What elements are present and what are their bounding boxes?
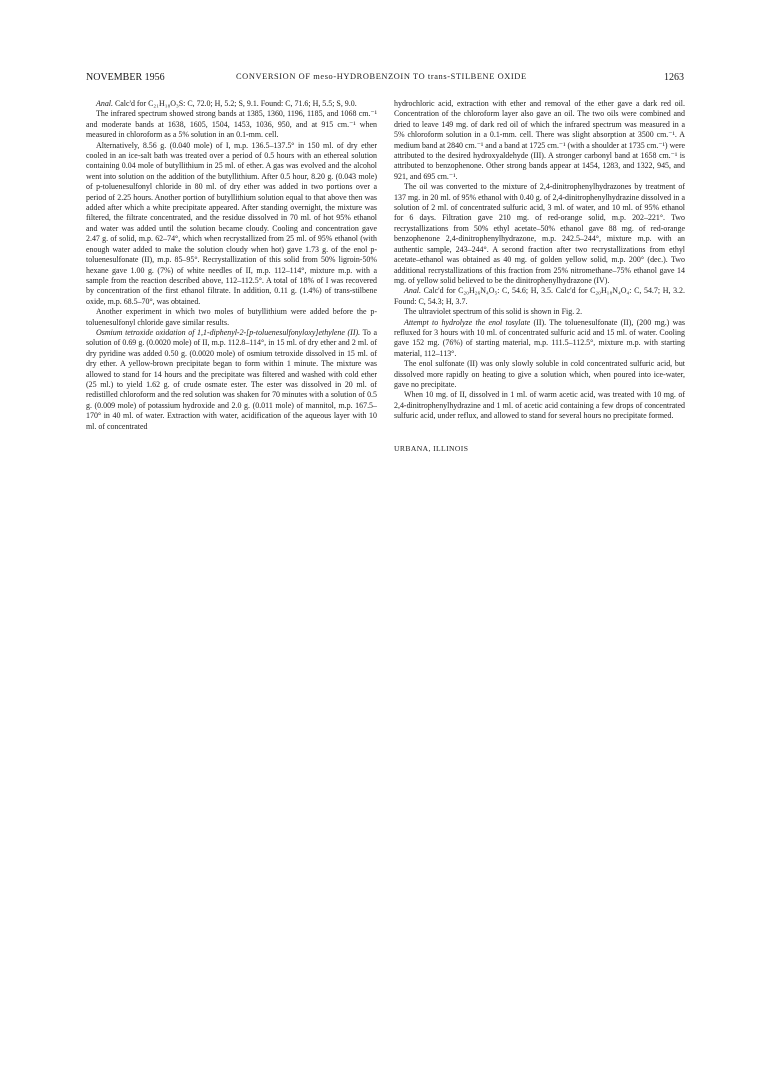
paragraph: [86, 307, 377, 328]
paragraph-text: Alternatively, 8.56 g. (0.040 mole) of I, m.p. 136.5–137.5° in 150 ml. of dry ether cooled in an ice-salt bath was treated over a period of 0.5 hours with an ethereal solution containing 0.04 mole of butyllithium in 25 ml. of ether. A gas was evolved and the alcohol went into solution on the addition of the butyllithium. After 0.5 hour, 8.20 g. (0.043 mole) of p-toluenesulfonyl chloride in 80 ml. of dry ether was added in two portions over a period of 2.25 hours. Another portion of butyllithium solution equal to that above then was added after which a white precipitate appeared. After standing overnight, the mixture was filtered, the filtrate concentrated, and the residue dissolved in 70 ml. of hot 95% ethanol and water was added until the solution became cloudy. Cooling and concentration gave 2.47 g. of solid, m.p. 62–74°, which when recrystallized from 25 ml. of 95% ethanol (with enough water added to make the solution cloudy when hot) gave 1.73 g. of the enol p-toluenesulfonate (II), m.p. 85–95°. Recrystallization of this solid from 50% ligroin-50% hexane gave 1.00 g. (7%) of white needles of II, m.p. 112–114°, mixture m.p. with a sample from the reaction described above, 112–112.5°. A total of 18% of I was recovered by concentration of the first ethanol filtrate. In addition, 0.11 g. (1.4%) of trans-stilbene oxide, m.p. 68.5–70°, was obtained.: [86, 140, 377, 306]
paragraph: [394, 359, 685, 390]
paragraph-text: The infrared spectrum showed strong bands at 1385, 1360, 1196, 1185, and 1068 cm.⁻¹ and moderate bands at 1638, 1605, 1504, 1453, 1036, 950, and at 915 cm.⁻¹ when measured in chloroform as a 5% solution in an 0.1-mm. cell.: [86, 109, 377, 140]
paragraph: [394, 286, 685, 307]
paragraph-text: Another experiment in which two moles of butyllithium were added before the p-toluenesulfonyl chloride gave similar results.: [86, 307, 377, 327]
paragraph-text: Calc'd for C₂₁H₁₈O₃S: C, 72.0; H, 5.2; S, 9.1. Found: C, 71.6; H, 5.5; S, 9.0.: [112, 99, 357, 108]
paragraph-text: When 10 mg. of II, dissolved in 1 ml. of warm acetic acid, was treated with 10 mg. of 2,4-dinitrophenylhydrazine and 1 ml. of acetic acid containing a few drops of concentrated sulfuric acid, under reflux, and allowed to stand for several hours no precipitate formed.: [394, 390, 685, 421]
paragraph-lead: Anal.: [404, 286, 421, 296]
header-date: NOVEMBER 1956: [86, 72, 165, 83]
paragraph: [394, 182, 685, 286]
right-column: [394, 99, 685, 454]
paragraph-lead: Attempt to hydrolyze the enol tosylate: [404, 317, 531, 327]
paragraph: [394, 390, 685, 421]
paragraph-text: hydrochloric acid, extraction with ether and removal of the ether gave a dark red oil. Concentration of the chloroform layer also gave an oil. The two oils were combined and dried to leave 149 mg. of dark red oil of which the infrared spectrum was measured in a 5% chloroform solution in a 0.1-mm. cell. There was slight absorption at 3500 cm.⁻¹. A medium band at 2840 cm.⁻¹ and a band at 1725 cm.⁻¹ (with a shoulder at 1735 cm.⁻¹) were attributed to the desired hydroxyaldehyde (III). A stronger carbonyl band at 1658 cm.⁻¹ is attributed to benzophenone. Other strong bands appear at 1454, 1283, and 1322, 945, and 921, and 695 cm.⁻¹.: [394, 99, 685, 181]
paragraph-text: (II). The toluenesulfonate (II), (200 mg.) was refluxed for 3 hours with 10 ml. of concentrated sulfuric acid and 15 ml. of water. Cooling gave 152 mg. (76%) of starting material, m.p. 111.5–112.5°, mixture m.p. with starting material, 112–113°.: [394, 317, 686, 358]
paragraph-lead: Osmium tetroxide oxidation of 1,1-diphenyl-2-[p-toluenesulfonyloxy]ethylene (II).: [96, 327, 361, 337]
paragraph-text: The oil was converted to the mixture of 2,4-dinitrophenylhydrazones by treatment of 137 mg. in 20 ml. of 95% ethanol with 0.40 g. of 2,4-dinitrophenylhydrazine dissolved in a solution of 2 ml. of concentrated sulfuric acid, 3 ml. of water, and 10 ml. of 95% ethanol for 6 days. Filtration gave 210 mg. of red-orange solid, m.p. 202–221°. Two recrystallizations from 50% ethyl acetate–50% ethanol gave 88 mg. of red-orange benzophenone 2,4-dinitrophenylhydrazone, m.p. 242.5–244°, mixture m.p. with an authentic sample, 243–244°. A second fraction after two recrystallizations from ethyl acetate–ethanol was obtained as 40 mg. of golden yellow solid, m.p. 200° (dec.). Two additional recrystallizations of this fraction from 25% nitromethane–75% ethanol gave 14 mg. of yellow solid believed to be the dinitrophenylhydrazone (IV).: [394, 182, 685, 285]
paragraph: [86, 99, 377, 109]
page-number: 1263: [664, 72, 684, 83]
paragraph-text: The enol sulfonate (II) was only slowly soluble in cold concentrated sulfuric acid, but dissolved more rapidly on heating to give a solution which, when poured into ice-water, gave no precipitate.: [394, 359, 685, 389]
author-location: URBANA, ILLINOIS: [394, 443, 469, 453]
paragraph: [394, 307, 685, 317]
paragraph: [394, 318, 685, 360]
paragraph-lead: Anal.: [96, 99, 113, 108]
header-title: CONVERSION OF meso-HYDROBENZOIN TO trans-STILBENE OXIDE: [236, 72, 527, 81]
paragraph: [86, 141, 377, 308]
left-column: [86, 99, 377, 432]
paragraph-text: Calc'd for C₂₀H₂₆N₄O₅: C, 54.6; H, 3.5. Calc'd for C₂₀H₁₈N₄O₄: C, 54.7; H, 3.2. Found: C, 54.3; H, 3.7.: [394, 286, 685, 306]
running-header: [86, 72, 684, 86]
paragraph: [86, 109, 377, 140]
paragraph-text: To a solution of 0.69 g. (0.0020 mole) of II, m.p. 112.8–114°, in 15 ml. of dry ether and 2 ml. of dry pyridine was added 0.50 g. (0.0020 mole) of osmium tetroxide dissolved in 15 ml. of dry ether. A yellow-brown precipitate began to form within 1 minute. The mixture was allowed to stand for 14 hours and the precipitate was filtered and washed with cold ether (25 ml.) to yield 1.62 g. of crude osmate ester. The ester was dissolved in 20 ml. of redistilled chloroform and the red solution was shaken for 70 minutes with a solution of 0.5 g. (0.009 mole) of potassium hydroxide and 2.0 g. (0.011 mole) of mannitol, m.p. 167.5–170° in 40 ml. of water. Extraction with water, acidification of the aqueous layer with 10 ml. of concentrated: [86, 327, 377, 431]
paragraph-text: The ultraviolet spectrum of this solid is shown in Fig. 2.: [404, 307, 583, 317]
paragraph: [86, 328, 377, 432]
paragraph: [394, 99, 685, 182]
